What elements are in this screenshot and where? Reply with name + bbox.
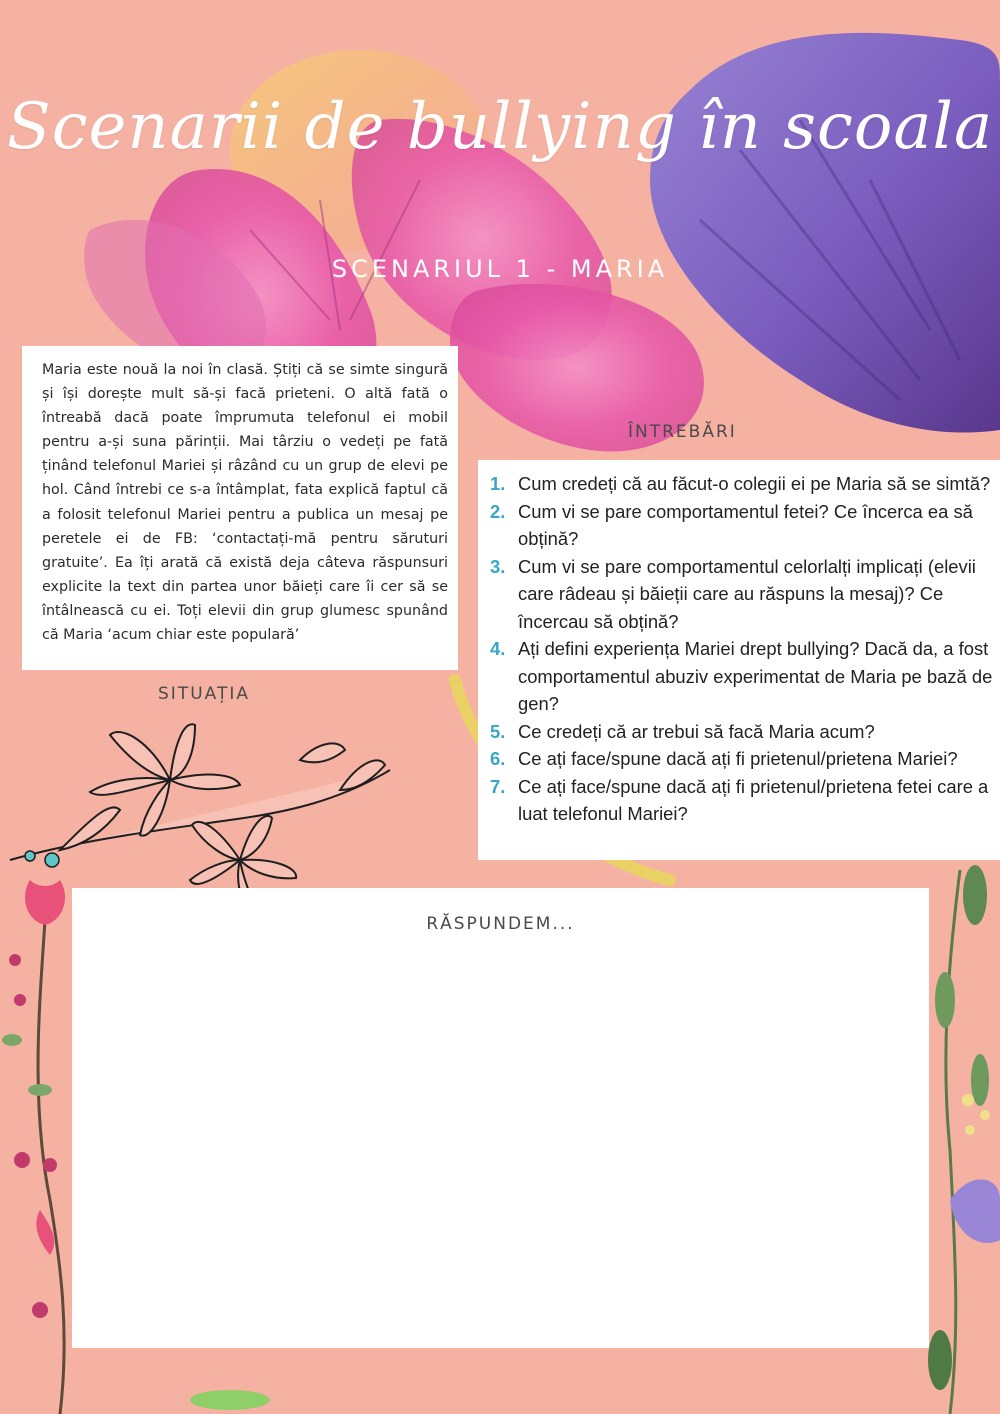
question-number: 5. <box>490 720 506 742</box>
question-item <box>490 773 996 828</box>
question-text: Ce ați face/spune dacă ați fi prietenul/prietena Mariei? <box>518 748 958 769</box>
question-text: Cum vi se pare comportamentul fetei? Ce încerca ea să obțină? <box>518 500 973 549</box>
question-item <box>490 745 996 773</box>
questions-list <box>490 470 996 828</box>
questions-label: ÎNTREBĂRI <box>628 422 737 442</box>
question-item <box>490 553 996 636</box>
question-number: 2. <box>490 500 506 522</box>
question-number: 3. <box>490 555 506 577</box>
question-text: Ce ați face/spune dacă ați fi prietenul/prietena fetei care a luat telefonul Mariei? <box>518 775 989 824</box>
question-text: Ați defini experiența Mariei drept bullying? Dacă da, a fost comportamentul abuziv experimentat de Maria pe bază de gen? <box>518 638 993 714</box>
question-number: 4. <box>490 638 506 659</box>
question-number: 6. <box>490 748 506 769</box>
question-text: Ce credeți că ar trebui să facă Maria acum? <box>518 720 875 742</box>
situation-text-box <box>22 346 458 670</box>
question-number: 7. <box>490 775 506 797</box>
question-text: Cum credeți că au făcut-o colegii ei pe Maria să se simtă? <box>518 473 991 494</box>
questions-box <box>478 460 1000 860</box>
question-item <box>490 635 996 718</box>
page-title: Scenarii de bullying în scoala <box>6 90 994 164</box>
situation-label: SITUAȚIA <box>158 684 250 704</box>
answer-area[interactable] <box>72 888 929 1348</box>
answer-label: RĂSPUNDEM... <box>426 914 575 934</box>
question-item <box>490 498 996 553</box>
question-item <box>490 718 996 746</box>
situation-text: Maria este nouă la noi în clasă. Știți că se simte singură și își dorește mult să-și facă prieteni. O altă fată o întreabă dacă poate împrumuta telefonul ei mobil pentru a-și suna părinții. Mai târziu o vedeți pe fată ținând telefonul Mariei și râzând cu un grup de elevi pe hol. Când întrebi ce s-a întâmplat, fata explică faptul că a folosit telefonul Mariei pentru a publica un mesaj pe peretele ei de FB: ‘contactați-mă pentru săruturi gratuite’. Ea îți arată că există deja câteva răspunsuri explicite la text din partea unor băieți care îi cer să se întâlnească cu ei. Toți elevii din grup glumesc spunând că Maria ‘acum chiar este populară’ <box>42 362 448 644</box>
question-number: 1. <box>490 473 506 494</box>
question-text: Cum vi se pare comportamentul celorlalți implicați (elevii care râdeau și băieții care au răspuns la mesaj)? Ce încercau să obțină? <box>518 555 976 632</box>
question-item <box>490 470 996 498</box>
scenario-subtitle: SCENARIUL 1 - MARIA <box>331 255 669 283</box>
